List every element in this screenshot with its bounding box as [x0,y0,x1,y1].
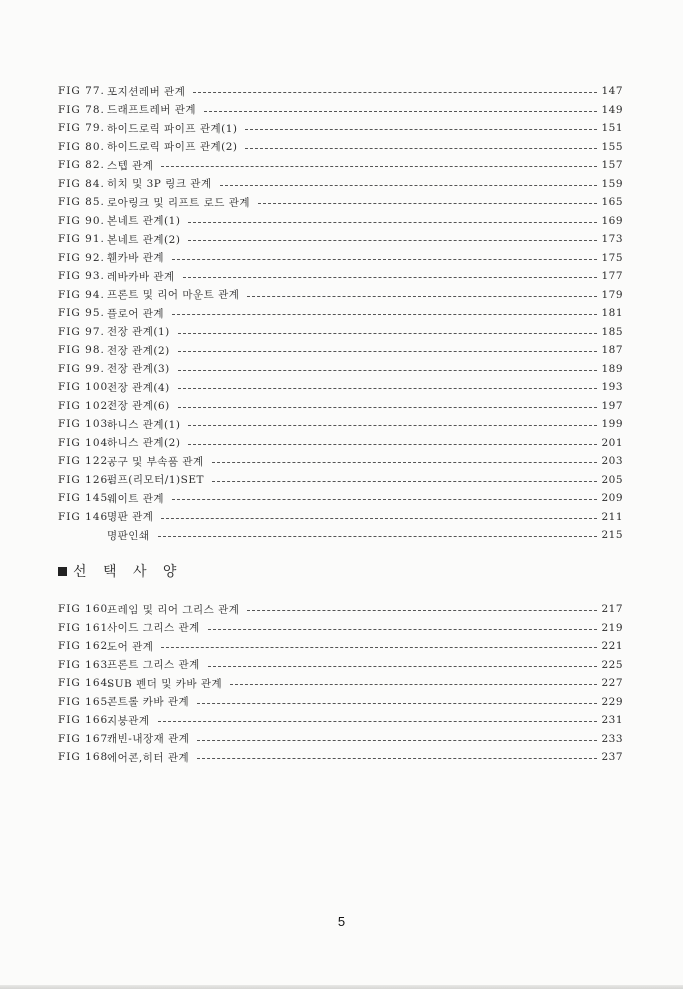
toc-entry [58,286,623,305]
toc-page-number: 221 [601,640,623,653]
toc-title: 드래프트레버 관계 [107,104,196,117]
toc-title: 전장 관계(4) [107,381,170,394]
toc-page-number: 155 [601,140,623,153]
toc-entry [58,304,623,323]
toc-title: 히치 및 3P 링크 관계 [107,178,212,191]
toc-fig-number: FIG 79. [58,122,105,135]
toc-entry [58,230,623,249]
toc-leader [230,683,597,685]
toc-page-number: 203 [601,455,623,468]
toc-page-number: 201 [601,436,623,449]
toc-entry [58,489,623,508]
toc-leader [212,461,597,463]
toc-fig-number: FIG 80. [58,140,105,153]
toc-title: 펌프(리모터/1)SET [107,474,204,487]
toc-fig-number: FIG 92. [58,251,105,264]
toc-leader [161,165,597,167]
toc-entry [58,378,623,397]
toc-fig-number: FIG 160. [58,603,113,616]
toc-leader [178,332,597,334]
toc-leader [158,535,597,537]
toc-page-number: 229 [601,695,623,708]
toc-leader [197,702,597,704]
toc-title: 본네트 관계(1) [107,215,181,228]
toc-fig-number: FIG 78. [58,103,105,116]
toc-title: 프론트 및 리어 마운트 관계 [107,289,240,302]
toc-entry [58,637,623,656]
toc-entry [58,471,623,490]
toc-fig-number: FIG 164. [58,677,113,690]
toc-entry [58,711,623,730]
toc-title: 지붕관계 [107,714,150,727]
toc-leader [183,276,597,278]
toc-fig-number: FIG 161. [58,621,113,634]
toc-fig-number: FIG 99. [58,362,105,375]
toc-title: 전장 관계(2) [107,344,170,357]
toc-page-number: 215 [601,529,623,542]
toc-fig-number: FIG 168. [58,751,113,764]
toc-leader [197,757,597,759]
toc-entry [58,341,623,360]
toc-fig-number: FIG 91. [58,233,105,246]
toc-title: 하이드로릭 파이프 관계(1) [107,122,238,135]
toc-page-number: 157 [601,159,623,172]
toc-entry [58,730,623,749]
toc-page-number: 227 [601,677,623,690]
toc-entry [58,619,623,638]
toc-fig-number: FIG 165. [58,695,113,708]
toc-page-number: 169 [601,214,623,227]
toc-fig-number: FIG 103. [58,418,113,431]
toc-title: 하니스 관계(2) [107,437,181,450]
main-toc [58,82,623,545]
toc-entry [58,101,623,120]
toc-leader [197,739,597,741]
toc-page-number: 147 [601,85,623,98]
toc-fig-number: FIG 167. [58,732,113,745]
toc-leader [188,239,597,241]
toc-title: 프론트 그리스 관계 [107,659,200,672]
toc-fig-number: FIG 104. [58,436,113,449]
toc-title: 전장 관계(6) [107,400,170,413]
toc-entry [58,600,623,619]
toc-entry [58,193,623,212]
toc-page-number: 179 [601,288,623,301]
square-bullet-icon [58,567,67,576]
toc-leader [172,258,597,260]
toc-leader [193,91,597,93]
toc-leader [208,628,597,630]
toc-entry [58,434,623,453]
toc-title: 하니스 관계(1) [107,418,181,431]
toc-fig-number: FIG 82. [58,159,105,172]
toc-leader [247,295,597,297]
toc-title: 에어콘,히터 관계 [107,751,190,764]
toc-leader [245,128,597,130]
toc-page-number: 149 [601,103,623,116]
toc-leader [212,480,597,482]
toc-fig-number: FIG 145. [58,492,113,505]
toc-page-number: 181 [601,307,623,320]
toc-fig-number: FIG 93. [58,270,105,283]
toc-page-number: 211 [601,510,623,523]
toc-entry [58,526,623,545]
toc-entry [58,156,623,175]
toc-fig-number: FIG 162. [58,640,113,653]
toc-fig-number: FIG 77. [58,85,105,98]
toc-fig-number: FIG 166. [58,714,113,727]
toc-leader [161,646,597,648]
toc-title: 캐빈-내장재 관계 [107,733,190,746]
toc-page-number: 159 [601,177,623,190]
toc-leader [258,202,597,204]
toc-title: 포지션레버 관계 [107,85,186,98]
toc-title: 하이드로릭 파이프 관계(2) [107,141,238,154]
toc-title: 로아링크 및 리프트 로드 관계 [107,196,251,209]
toc-title: 명판인쇄 [107,529,150,542]
toc-leader [172,498,597,500]
toc-leader [188,443,597,445]
toc-fig-number: FIG 95. [58,307,105,320]
toc-leader [178,369,597,371]
toc-title: 사이드 그리스 관계 [107,622,200,635]
toc-entry [58,82,623,101]
toc-page-number: 173 [601,233,623,246]
toc-leader [161,517,597,519]
toc-title: SUB 펜더 및 카바 관계 [107,677,223,690]
toc-page-number: 187 [601,344,623,357]
page-edge [0,985,683,989]
toc-fig-number: FIG 126. [58,473,113,486]
toc-leader [188,424,597,426]
toc-entry [58,693,623,712]
toc-entry [58,249,623,268]
toc-page-number: 225 [601,658,623,671]
toc-title: 웨이트 관계 [107,492,165,505]
toc-leader [204,110,597,112]
toc-entry [58,360,623,379]
toc-entry [58,452,623,471]
toc-leader [178,350,597,352]
section-heading [58,561,182,581]
toc-page-number: 185 [601,325,623,338]
option-toc [58,600,623,767]
toc-title: 휀카바 관계 [107,252,165,265]
toc-fig-number: FIG 97. [58,325,105,338]
toc-entry [58,415,623,434]
toc-entry [58,138,623,157]
toc-page-number: 151 [601,122,623,135]
toc-page-number: 205 [601,473,623,486]
toc-leader [245,147,597,149]
toc-fig-number: FIG 90. [58,214,105,227]
toc-fig-number: FIG 84. [58,177,105,190]
toc-fig-number: FIG 85. [58,196,105,209]
toc-fig-number: FIG 163. [58,658,113,671]
toc-title: 본네트 관계(2) [107,233,181,246]
toc-title: 전장 관계(1) [107,326,170,339]
toc-page-number: 199 [601,418,623,431]
toc-page-number: 175 [601,251,623,264]
toc-page-number: 197 [601,399,623,412]
toc-leader [247,609,597,611]
toc-leader [178,387,597,389]
toc-title: 콘트롤 카바 관계 [107,696,190,709]
toc-page-number: 217 [601,603,623,616]
toc-fig-number: FIG 100. [58,381,113,394]
toc-entry [58,508,623,527]
toc-title: 스텝 관계 [107,159,154,172]
toc-title: 도어 관계 [107,640,154,653]
toc-entry [58,119,623,138]
toc-fig-number: FIG 102. [58,399,113,412]
toc-page-number: 209 [601,492,623,505]
toc-leader [172,313,597,315]
toc-fig-number: FIG 94. [58,288,105,301]
toc-entry [58,397,623,416]
toc-leader [158,720,597,722]
toc-entry [58,656,623,675]
toc-title: 명판 관계 [107,511,154,524]
toc-entry [58,267,623,286]
toc-entry [58,674,623,693]
section-heading-text: 선 택 사 양 [73,564,183,580]
toc-leader [208,665,597,667]
toc-page-number: 193 [601,381,623,394]
toc-page-number: 165 [601,196,623,209]
toc-page-number: 177 [601,270,623,283]
toc-page-number: 233 [601,732,623,745]
toc-leader [178,406,597,408]
toc-leader [188,221,597,223]
toc-entry [58,323,623,342]
toc-page-number: 237 [601,751,623,764]
toc-page-number: 219 [601,621,623,634]
page-number: 5 [337,914,346,929]
toc-page-number: 231 [601,714,623,727]
toc-title: 프레임 및 리어 그리스 관계 [107,603,240,616]
toc-title: 플로어 관계 [107,307,165,320]
toc-page-number: 189 [601,362,623,375]
toc-fig-number: FIG 146. [58,510,113,523]
toc-title: 공구 및 부속품 관계 [107,455,204,468]
toc-title: 전장 관계(3) [107,363,170,376]
toc-fig-number: FIG 98. [58,344,105,357]
toc-fig-number: FIG 122. [58,455,113,468]
toc-title: 레바카바 관계 [107,270,175,283]
toc-entry [58,748,623,767]
toc-leader [220,184,597,186]
toc-entry [58,212,623,231]
toc-entry [58,175,623,194]
